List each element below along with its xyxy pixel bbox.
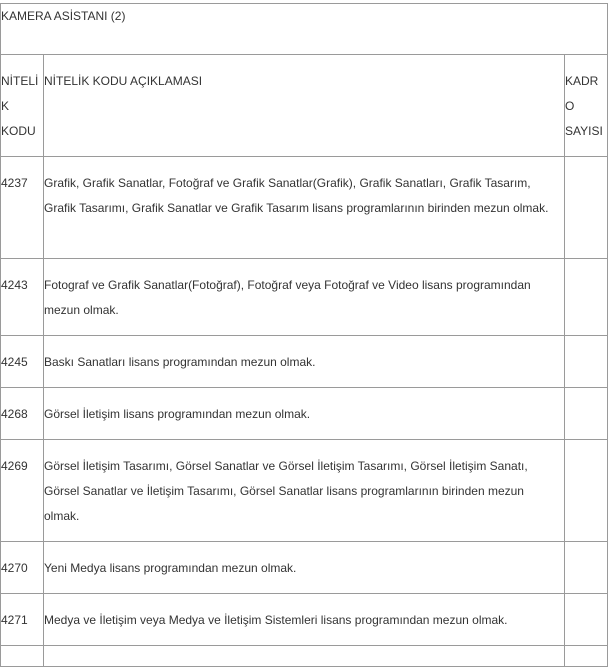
row-count	[565, 259, 608, 336]
header-count-line1: KADRO	[565, 74, 599, 113]
table-row	[1, 259, 608, 336]
header-description: NİTELİK KODU AÇIKLAMASI	[44, 55, 565, 157]
header-qualification-code	[1, 55, 44, 157]
table-row-partial	[1, 646, 608, 667]
row-description: Grafik, Grafik Sanatlar, Fotoğraf ve Grafik Sanatlar(Grafik), Grafik Sanatları, Grafik Tasarım, Grafik Tasarımı, Grafik Sanatlar ve Grafik Tasarım lisans programlarının birinden mezun olmak.	[44, 157, 565, 259]
row-count	[565, 542, 608, 594]
table-row	[1, 336, 608, 388]
row-code: 4270	[1, 542, 44, 594]
row-code: 4268	[1, 388, 44, 440]
row-count	[565, 157, 608, 259]
row-count	[565, 388, 608, 440]
row-description: Fotograf ve Grafik Sanatlar(Fotoğraf), Fotoğraf veya Fotoğraf ve Video lisans programından mezun olmak.	[44, 259, 565, 336]
row-code: 4237	[1, 157, 44, 259]
table-header-row	[1, 55, 608, 157]
row-count-empty	[565, 646, 608, 667]
table-row	[1, 542, 608, 594]
row-count	[565, 440, 608, 542]
row-description: Yeni Medya lisans programından mezun olmak.	[44, 542, 565, 594]
row-code: 4243	[1, 259, 44, 336]
header-code-line2: KODU	[1, 124, 36, 138]
header-count-line2: SAYISI	[565, 124, 603, 138]
row-code-empty	[1, 646, 44, 667]
row-count	[565, 594, 608, 646]
row-description: Baskı Sanatları lisans programından mezun olmak.	[44, 336, 565, 388]
table-row	[1, 440, 608, 542]
row-code: 4269	[1, 440, 44, 542]
header-position-count	[565, 55, 608, 157]
row-description: Görsel İletişim Tasarımı, Görsel Sanatlar ve Görsel İletişim Tasarımı, Görsel İletişim Sanatı, Görsel Sanatlar ve İletişim Tasarımı, Görsel Sanatlar lisans programlarının birinden mezun olmak.	[44, 440, 565, 542]
table-row	[1, 157, 608, 259]
header-code-line1: NİTELİK	[1, 74, 39, 113]
row-description: Görsel İletişim lisans programından mezun olmak.	[44, 388, 565, 440]
row-count	[565, 336, 608, 388]
row-code: 4271	[1, 594, 44, 646]
table-row	[1, 388, 608, 440]
table-row	[1, 594, 608, 646]
qualification-table	[0, 3, 608, 667]
table-title: KAMERA ASİSTANI (2)	[1, 4, 608, 55]
row-description: Medya ve İletişim veya Medya ve İletişim Sistemleri lisans programından mezun olmak.	[44, 594, 565, 646]
row-description-empty	[44, 646, 565, 667]
row-code: 4245	[1, 336, 44, 388]
table-title-row	[1, 4, 608, 55]
